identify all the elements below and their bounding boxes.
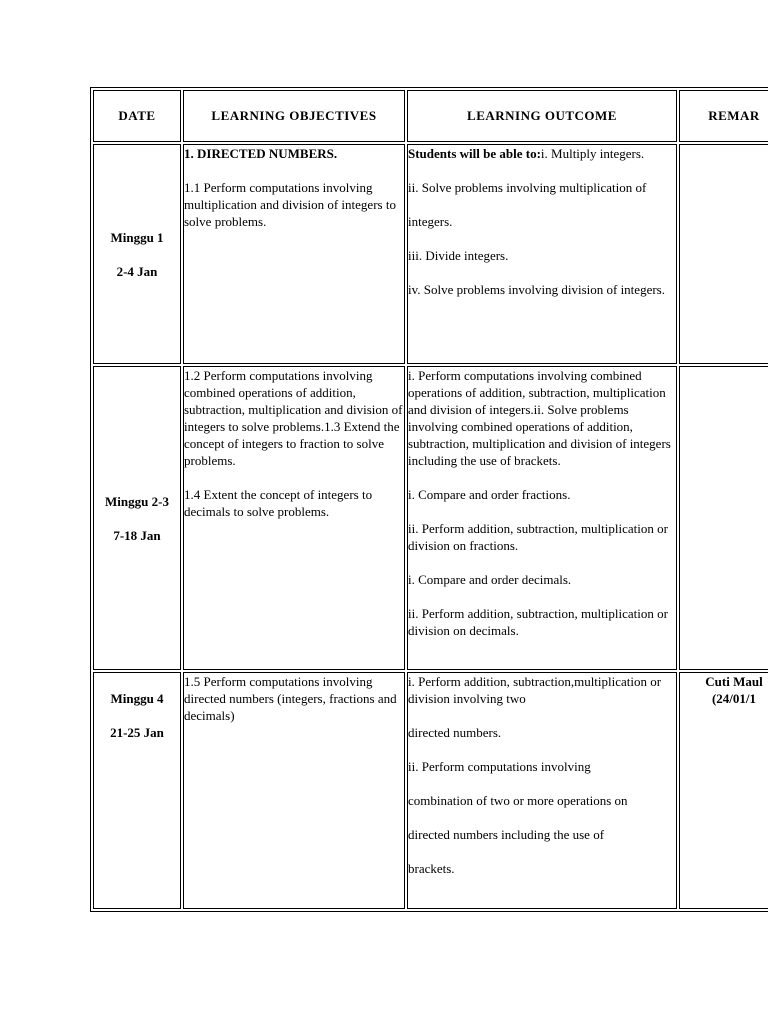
outcome-text: ii. Solve problems involving multiplication of (408, 180, 647, 195)
outcome-text: combination of two or more operations on (408, 793, 628, 808)
header-learning-outcome: LEARNING OUTCOME (407, 90, 677, 142)
outcome-text: brackets. (408, 861, 455, 876)
header-learning-objectives: LEARNING OBJECTIVES (183, 90, 405, 142)
date-range: 2-4 Jan (116, 263, 158, 279)
outcome-text: iii. Divide integers. (408, 248, 509, 263)
header-row (93, 90, 768, 142)
header-remarks: REMAR (679, 90, 768, 142)
objective-text: 1.2 Perform computations involving combined operations of addition, subtraction, multiplication and division of integers to solve problems.1.3 Extend the concept of integers to fraction to solve problems. (184, 368, 403, 468)
outcome-text: i. Compare and order fractions. (408, 487, 571, 502)
objective-text: 1.5 Perform computations involving directed numbers (integers, fractions and decimals) (184, 674, 397, 723)
outcome-text: directed numbers. (408, 725, 502, 740)
objectives-cell (183, 366, 405, 670)
table-row (93, 672, 768, 909)
date-range: 21-25 Jan (110, 725, 164, 740)
week-label: Minggu 4 (110, 691, 164, 706)
outcome-text: ii. Perform addition, subtraction, multiplication or division on decimals. (408, 606, 668, 638)
objectives-cell (183, 672, 405, 909)
date-range: 7-18 Jan (113, 527, 161, 543)
remarks-cell (679, 144, 768, 364)
outcome-cell (407, 672, 677, 909)
table-row (93, 144, 768, 364)
remark-text: (24/01/1 (711, 691, 757, 706)
table-row (93, 366, 768, 670)
outcome-text: integers. (408, 214, 453, 229)
week-label: Minggu 1 (110, 229, 164, 245)
remarks-cell (679, 366, 768, 670)
outcome-text: directed numbers including the use of (408, 827, 605, 842)
lesson-plan-table (90, 87, 768, 912)
objective-title: 1. DIRECTED NUMBERS. (184, 146, 338, 161)
outcome-text: i. Perform computations involving combined operations of addition, subtraction, multiplication and division of integers.ii. Solve problems involving combined operations of addition, subtraction, multiplication and division of integers including the use of brackets. (408, 368, 671, 468)
outcome-text: i. Compare and order decimals. (408, 572, 572, 587)
outcome-text: i. Perform addition, subtraction,multiplication or division involving two (408, 674, 662, 706)
header-date: DATE (93, 90, 181, 142)
remarks-cell (679, 672, 768, 909)
week-label: Minggu 2-3 (105, 493, 169, 509)
date-cell (93, 144, 181, 364)
outcome-text: ii. Perform addition, subtraction, multiplication or division on fractions. (408, 521, 668, 553)
outcome-text: ii. Perform computations involving (408, 759, 591, 774)
outcome-text: iv. Solve problems involving division of integers. (408, 282, 665, 297)
objective-text: 1.1 Perform computations involving multiplication and division of integers to solve problems. (184, 180, 396, 229)
lesson-plan-page (90, 87, 768, 912)
date-cell (93, 672, 181, 909)
date-cell (93, 366, 181, 670)
remark-text: Cuti Maul (705, 674, 763, 689)
outcome-lead: Students will be able to: (408, 146, 541, 161)
outcome-text: i. Multiply integers. (540, 146, 645, 161)
objective-text: 1.4 Extent the concept of integers to decimals to solve problems. (184, 487, 373, 519)
outcome-cell (407, 144, 677, 364)
outcome-cell (407, 366, 677, 670)
objectives-cell (183, 144, 405, 364)
